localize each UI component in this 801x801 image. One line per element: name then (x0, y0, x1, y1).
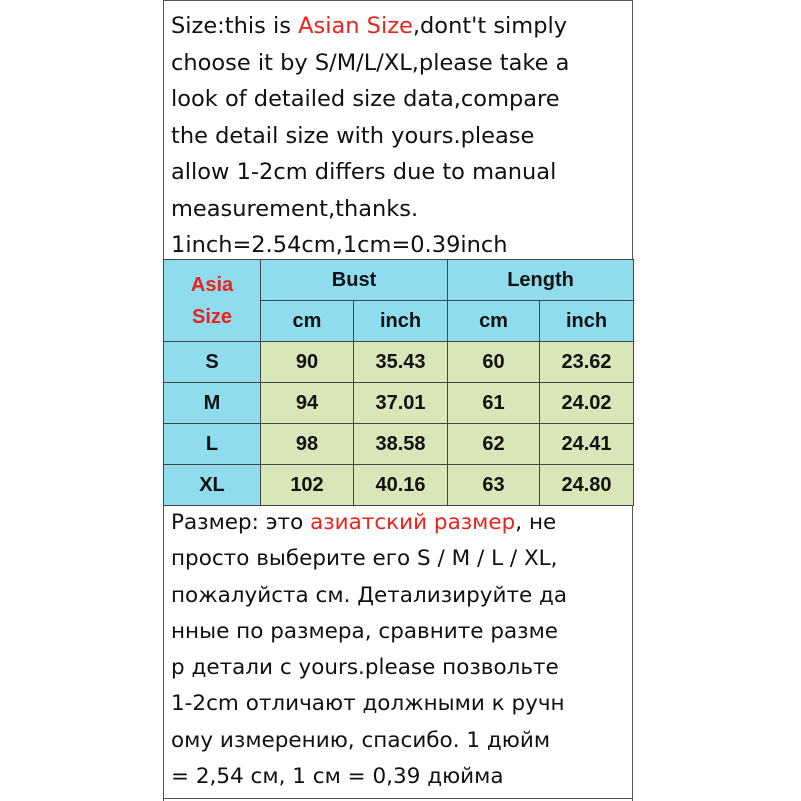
ru-line-6: 1-2cm отличают должными к ручн (171, 691, 565, 717)
asian-size-ru-highlight: азиатский размер (310, 510, 516, 535)
size-cell: M (164, 383, 261, 424)
size-cell: L (164, 424, 261, 465)
ru-line-7: ому измерению, спасибо. 1 дюйм (171, 727, 551, 753)
intro-line-7: 1inch=2.54cm,1cm=0.39inch (171, 232, 508, 258)
table-header-row (164, 260, 634, 301)
asia-label: Asia (190, 273, 234, 296)
ru-line-1 (171, 505, 631, 541)
bust-cm-cell: 98 (261, 424, 354, 465)
table-row (164, 465, 634, 506)
bust-cm-cell: 90 (261, 342, 354, 383)
table-row (164, 383, 634, 424)
intro-line-5: allow 1-2cm differs due to manual (171, 159, 557, 185)
russian-size-note (171, 505, 631, 795)
asia-size-header (164, 260, 261, 342)
intro-line-2: choose it by S/M/L/XL,please take a (171, 49, 570, 76)
length-cm-cell: 60 (448, 342, 540, 383)
bust-inch-cell: 38.58 (354, 424, 448, 465)
length-cm-header: cm (448, 301, 540, 342)
intro-line-3: look of detailed size data,compare (171, 86, 560, 112)
size-cell: XL (164, 465, 261, 506)
length-inch-cell: 23.62 (540, 342, 634, 383)
size-chart-table (163, 259, 634, 506)
intro-line-1-start: Size:this is (171, 13, 299, 39)
ru-line-5: р детали с yours.please позвольте (171, 655, 559, 681)
intro-line-6: measurement,thanks. (171, 195, 419, 222)
ru-line-2: просто выберите его S / M / L / XL, (171, 546, 558, 572)
size-cell: S (164, 342, 261, 383)
bust-header: Bust (261, 260, 448, 301)
bust-inch-cell: 35.43 (354, 342, 448, 383)
ru-line-4: нные по размера, сравните разме (171, 618, 559, 644)
bust-inch-cell: 40.16 (354, 465, 448, 506)
length-inch-cell: 24.02 (540, 383, 634, 424)
length-header: Length (448, 260, 634, 301)
length-inch-cell: 24.41 (540, 424, 634, 465)
bust-inch-header: inch (354, 301, 448, 342)
intro-line-4: the detail size with yours.please (171, 122, 535, 149)
bust-cm-cell: 94 (261, 383, 354, 424)
bust-cm-cell: 102 (261, 465, 354, 506)
ru-line-1-end: , не (515, 510, 557, 535)
table-row (164, 424, 634, 465)
top-border (163, 0, 633, 1)
bottom-border (163, 798, 633, 799)
length-cm-cell: 61 (448, 383, 540, 424)
length-inch-cell: 24.80 (540, 465, 634, 506)
bust-cm-header: cm (261, 301, 354, 342)
table-row (164, 342, 634, 383)
length-inch-header: inch (540, 301, 634, 342)
intro-line-1-end: ,dont't simply (412, 13, 568, 39)
ru-line-1-start: Размер: это (171, 510, 311, 535)
intro-line-1 (171, 8, 631, 45)
size-label: Size (191, 305, 233, 328)
english-size-note (171, 8, 631, 264)
length-cm-cell: 63 (448, 465, 540, 506)
length-cm-cell: 62 (448, 424, 540, 465)
ru-line-8: = 2,54 см, 1 см = 0,39 дюйма (171, 764, 504, 790)
bust-inch-cell: 37.01 (354, 383, 448, 424)
asian-size-highlight: Asian Size (298, 13, 413, 39)
ru-line-3: пожалуйста см. Детализируйте да (171, 582, 568, 608)
